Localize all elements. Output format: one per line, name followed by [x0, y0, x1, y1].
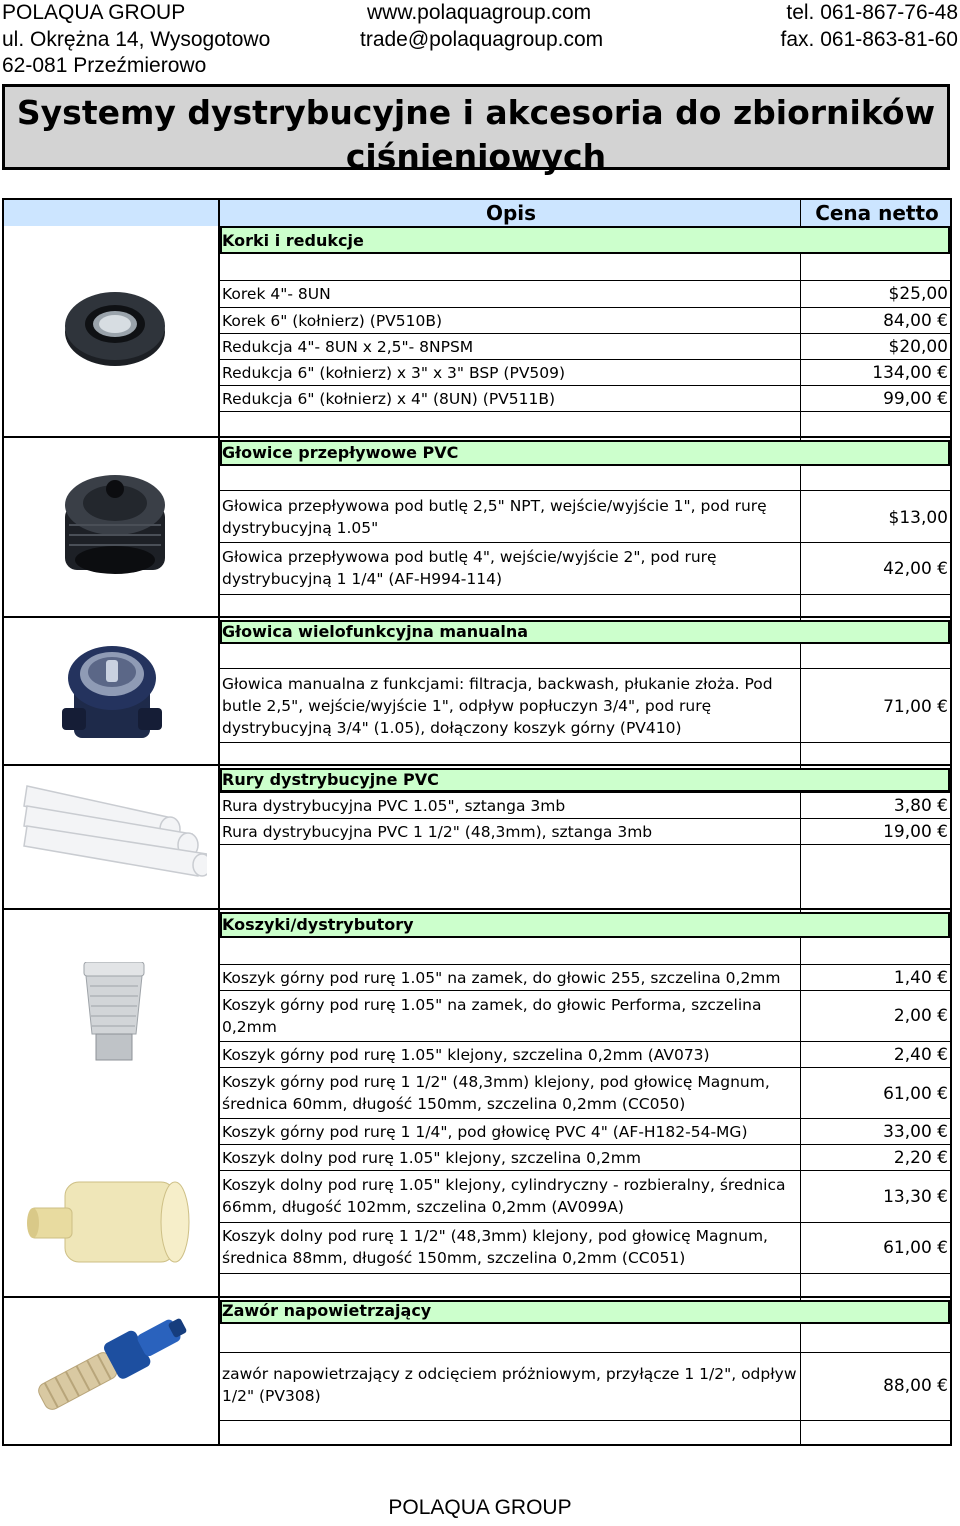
company-address-city: 62-081 Przeźmierowo: [2, 54, 207, 77]
item-desc: Rura dystrybucyjna PVC 1 1/2" (48,3mm), sztanga 3mb: [222, 823, 653, 841]
footer-company-name: POLAQUA GROUP: [388, 1496, 572, 1519]
item-desc: Redukcja 6" (kołnierz) x 3" x 3" BSP (PV509): [222, 364, 566, 382]
item-desc: Rura dystrybucyjna PVC 1.05", sztanga 3mb: [222, 797, 566, 815]
item-desc: Korek 4"- 8UN: [222, 285, 331, 303]
item-desc: Koszyk górny pod rurę 1 1/4", pod głowicę PVC 4" (AF-H182-54-MG): [222, 1123, 748, 1141]
item-desc: Głowica przepływowa pod butlę 2,5" NPT, wejście/wyjście 1", pod rurę dystrybucyjną 1.05": [222, 497, 767, 537]
item-price: $13,00: [888, 508, 948, 528]
company-name: POLAQUA GROUP: [2, 1, 186, 24]
company-email-link[interactable]: trade@polaquagroup.com: [360, 28, 604, 51]
air-valve-image: [28, 1300, 198, 1420]
item-desc: Koszyk górny pod rurę 1 1/2" (48,3mm) klejony, pod głowicę Magnum, średnica 60mm, długość 150mm, szczelina 0,2mm (CC050): [222, 1073, 770, 1113]
bottom-basket-image: [25, 1172, 195, 1272]
item-price: 61,00 €: [883, 1084, 948, 1104]
title-box: [2, 84, 950, 176]
item-desc: Koszyk górny pod rurę 1.05" klejony, szczelina 0,2mm (AV073): [222, 1046, 710, 1064]
item-price: 42,00 €: [883, 559, 948, 579]
item-desc: Korek 6" (kołnierz) (PV510B): [222, 312, 443, 330]
section-title: Korki i redukcje: [222, 231, 364, 250]
black-plug-image: [60, 282, 170, 372]
column-header-desc: Opis: [485, 201, 537, 225]
section-title: Rury dystrybucyjne PVC: [222, 770, 439, 789]
manual-valve-image: [62, 638, 162, 746]
section-title: Głowice przepływowe PVC: [222, 443, 459, 462]
item-desc: Koszyk dolny pod rurę 1 1/2" (48,3mm) klejony, pod głowicę Magnum, średnica 88mm, długość 150mm, szczelina 0,2mm (CC051): [222, 1227, 768, 1267]
item-price: 3,80 €: [893, 796, 948, 816]
item-price: 33,00 €: [883, 1122, 948, 1142]
item-price: $25,00: [888, 284, 948, 304]
item-price: 2,20 €: [893, 1148, 948, 1168]
item-price: 71,00 €: [883, 697, 948, 717]
column-header-price: Cena netto: [815, 201, 939, 225]
item-desc: Koszyk dolny pod rurę 1.05" klejony, cylindryczny - rozbieralny, średnica 66mm, długość 102mm, szczelina 0,2mm (AV099A): [222, 1176, 786, 1216]
company-address-street: ul. Okrężna 14, Wysogotowo: [2, 28, 271, 51]
item-price: 1,40 €: [893, 968, 948, 988]
pvc-pipes-image: [22, 778, 207, 878]
item-price: 19,00 €: [883, 822, 948, 842]
item-price: $20,00: [888, 337, 948, 357]
page-title: Systemy dystrybucyjne i akcesoria do zbiorników ciśnieniowych: [16, 93, 936, 176]
item-desc: Redukcja 4"- 8UN x 2,5"- 8NPSM: [222, 338, 474, 356]
company-phone: tel. 061-867-76-48: [786, 1, 958, 24]
item-price: 88,00 €: [883, 1376, 948, 1396]
item-desc: Redukcja 6" (kołnierz) x 4" (8UN) (PV511B): [222, 390, 556, 408]
table-left-border: [2, 198, 4, 1446]
item-price: 84,00 €: [883, 311, 948, 331]
item-price: 134,00 €: [872, 363, 948, 383]
item-price: 99,00 €: [883, 389, 948, 409]
section-separator: [2, 1296, 952, 1298]
item-price: 61,00 €: [883, 1238, 948, 1258]
item-desc: Głowica przepływowa pod butlę 4", wejście/wyjście 2", pod rurę dystrybucyjną 1 1/4" (AF-H994-114): [222, 548, 717, 588]
company-fax: fax. 061-863-81-60: [780, 28, 958, 51]
item-desc: Koszyk górny pod rurę 1.05" na zamek, do głowic Performa, szczelina 0,2mm: [222, 996, 762, 1036]
item-price: 2,40 €: [893, 1045, 948, 1065]
section-separator: [2, 616, 952, 618]
item-desc: Głowica manualna z funkcjami: filtracja, backwash, płukanie złoża. Pod butle 2,5", wejście/wyjście 1", odpływ popłuczyn 3/4", pod rurę dystrybucyjną 3/4" (1.05), dołączony koszyk górny (PV410): [222, 675, 773, 737]
item-desc: zawór napowietrzający z odcięciem próżniowym, przyłącze 1 1/2", odpływ 1/2" (PV308): [222, 1365, 797, 1405]
section-title: Koszyki/dystrybutory: [222, 915, 414, 934]
company-website-link[interactable]: www.polaquagroup.com: [367, 1, 592, 24]
section-title: Głowica wielofunkcyjna manualna: [222, 622, 529, 641]
table-bottom-border: [2, 1444, 952, 1446]
section-title: Zawór napowietrzający: [222, 1301, 432, 1320]
item-price: 2,00 €: [893, 1006, 948, 1026]
section-separator: [2, 764, 952, 766]
top-basket-image: [78, 962, 150, 1062]
section-separator: [2, 908, 952, 910]
section-separator: [2, 436, 952, 438]
item-desc: Koszyk dolny pod rurę 1.05" klejony, szczelina 0,2mm: [222, 1149, 641, 1167]
item-desc: Koszyk górny pod rurę 1.05" na zamek, do głowic 255, szczelina 0,2mm: [222, 969, 781, 987]
item-price: 13,30 €: [883, 1187, 948, 1207]
flow-head-image: [55, 465, 175, 580]
